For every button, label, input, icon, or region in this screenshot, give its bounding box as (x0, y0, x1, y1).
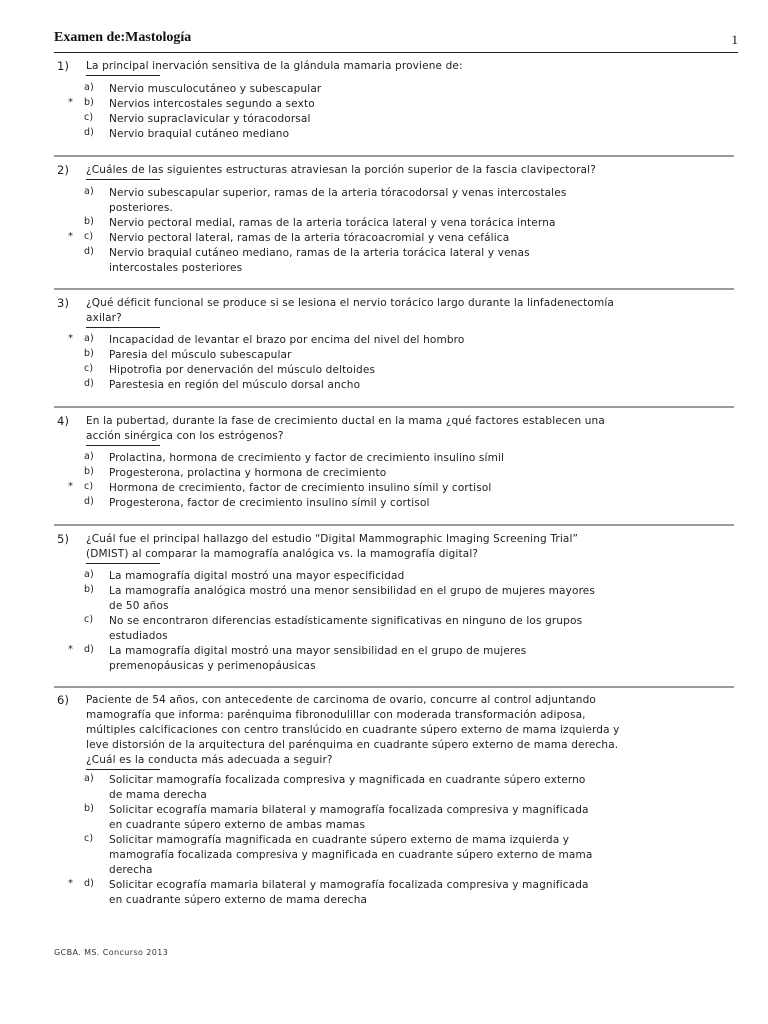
question-underline (86, 563, 160, 564)
option-letter: c) (84, 363, 94, 374)
question-text-line: Paciente de 54 años, con antecedente de carcinoma de ovario, concurre al control adjuntando (86, 694, 597, 706)
option-text-line: Solicitar ecografía mamaria bilateral y mamografía focalizada compresiva y magnificada (109, 879, 589, 891)
question-text-line: ¿Cuál fue el principal hallazgo del estudio “Digital Mammographic Imaging Screening Trial” (86, 533, 579, 545)
question-text-line: múltiples calcificaciones con centro translúcido en cuadrante súpero externo de mama izquierda y (86, 724, 620, 736)
question-underline (86, 75, 160, 76)
question-text-line: axilar? (86, 312, 122, 324)
question-text-line: En la pubertad, durante la fase de crecimiento ductal en la mama ¿qué factores establecen una (86, 415, 605, 427)
option-letter: c) (84, 481, 94, 492)
option-text-line: Solicitar ecografía mamaria bilateral y mamografía focalizada compresiva y magnificada (109, 804, 589, 816)
question-6 (54, 693, 734, 906)
question-number: 6) (57, 693, 70, 707)
option-text-line: Hormona de crecimiento, factor de crecimiento insulino símil y cortisol (109, 482, 492, 494)
option-text-line: Prolactina, hormona de crecimiento y factor de crecimiento insulino símil (109, 452, 505, 464)
question-text-line: acción sinérgica con los estrógenos? (86, 430, 284, 442)
option-text-line: posteriores. (109, 202, 173, 214)
option-text-line: Solicitar mamografía focalizada compresiva y magnificada en cuadrante súpero externo (109, 774, 586, 786)
option-letter: d) (84, 246, 95, 257)
option-text-line: derecha (109, 864, 153, 876)
option-letter: d) (84, 878, 95, 889)
option-letter: c) (84, 112, 94, 123)
question-underline (86, 445, 160, 446)
option-text-line: Nervio braquial cutáneo mediano, ramas de la arteria torácica lateral y venas (109, 247, 530, 259)
option-text-line: Nervio braquial cutáneo mediano (109, 128, 290, 140)
question-4 (54, 414, 734, 509)
option-letter: d) (84, 127, 95, 138)
page-number: 1 (731, 32, 738, 47)
page-header (54, 30, 738, 53)
question-number: 1) (57, 59, 70, 73)
question-underline (86, 769, 160, 770)
question-text-line: ¿Cuáles de las siguientes estructuras atraviesan la porción superior de la fascia clavipectoral? (86, 164, 596, 176)
correct-answer-mark: * (68, 97, 74, 108)
option-letter: d) (84, 644, 95, 655)
question-5 (54, 532, 734, 672)
option-text-line: Solicitar mamografía magnificada en cuadrante súpero externo de mama izquierda y (109, 834, 570, 846)
question-separator (54, 686, 734, 688)
option-text-line: Nervio subescapular superior, ramas de la arteria tóracodorsal y venas intercostales (109, 187, 567, 199)
question-underline (86, 179, 160, 180)
question-1 (54, 59, 734, 140)
question-text-line: leve distorsión de la arquitectura del parénquima en cuadrante súpero externo de mama derecha. (86, 739, 619, 751)
question-text-line: La principal inervación sensitiva de la glándula mamaria proviene de: (86, 60, 463, 72)
option-letter: a) (84, 451, 94, 462)
question-text-line: ¿Cuál es la conducta más adecuada a seguir? (86, 754, 333, 766)
option-text-line: Paresia del músculo subescapular (109, 349, 292, 361)
option-text-line: en cuadrante súpero externo de ambas mamas (109, 819, 366, 831)
footer-text: GCBA. MS. Concurso 2013 (54, 948, 169, 957)
option-letter: b) (84, 216, 95, 227)
question-separator (54, 155, 734, 157)
correct-answer-mark: * (68, 481, 74, 492)
option-letter: a) (84, 333, 94, 344)
option-text-line: No se encontraron diferencias estadísticamente significativas en ninguno de los grupos (109, 615, 583, 627)
option-letter: b) (84, 466, 95, 477)
option-letter: d) (84, 378, 95, 389)
question-separator (54, 406, 734, 408)
option-text-line: Incapacidad de levantar el brazo por encima del nivel del hombro (109, 334, 465, 346)
question-text-line: (DMIST) al comparar la mamografía analógica vs. la mamografía digital? (86, 548, 479, 560)
exam-title: Examen de:Mastología (54, 30, 192, 45)
option-text-line: Hipotrofia por denervación del músculo deltoides (109, 364, 376, 376)
option-text-line: Nervios intercostales segundo a sexto (109, 98, 315, 110)
option-text-line: La mamografía digital mostró una mayor sensibilidad en el grupo de mujeres (109, 645, 527, 657)
question-separator (54, 288, 734, 290)
option-letter: a) (84, 82, 94, 93)
option-text-line: premenopáusicas y perimenopáusicas (109, 660, 316, 672)
question-text-line: ¿Qué déficit funcional se produce si se lesiona el nervio torácico largo durante la linfadenectomía (86, 297, 614, 309)
option-text-line: mamografía focalizada compresiva y magnificada en cuadrante súpero externo de mama (109, 849, 593, 861)
option-text-line: La mamografía digital mostró una mayor especificidad (109, 570, 405, 582)
option-text-line: intercostales posteriores (109, 262, 243, 274)
option-text-line: Progesterona, factor de crecimiento insulino símil y cortisol (109, 497, 430, 509)
option-letter: a) (84, 569, 94, 580)
option-letter: b) (84, 584, 95, 595)
option-letter: a) (84, 186, 94, 197)
option-text-line: en cuadrante súpero externo de mama derecha (109, 894, 368, 906)
option-text-line: La mamografía analógica mostró una menor sensibilidad en el grupo de mujeres mayores (109, 585, 596, 597)
question-3 (54, 296, 734, 391)
question-2 (54, 163, 734, 274)
option-letter: c) (84, 231, 94, 242)
question-number: 2) (57, 163, 70, 177)
correct-answer-mark: * (68, 333, 74, 344)
correct-answer-mark: * (68, 878, 74, 889)
question-number: 5) (57, 532, 70, 546)
option-text-line: de 50 años (109, 600, 169, 612)
option-text-line: Nervio supraclavicular y tóracodorsal (109, 113, 311, 125)
option-letter: b) (84, 348, 95, 359)
option-text-line: de mama derecha (109, 789, 207, 801)
correct-answer-mark: * (68, 644, 74, 655)
option-letter: b) (84, 803, 95, 814)
option-text-line: estudiados (109, 630, 168, 642)
option-text-line: Nervio pectoral lateral, ramas de la arteria tóracoacromial y vena cefálica (109, 232, 510, 244)
question-text-line: mamografía que informa: parénquima fibronodulillar con moderada transformación adiposa, (86, 709, 586, 721)
option-letter: b) (84, 97, 95, 108)
question-number: 3) (57, 296, 70, 310)
option-letter: c) (84, 614, 94, 625)
option-letter: d) (84, 496, 95, 507)
question-separator (54, 524, 734, 526)
question-number: 4) (57, 414, 70, 428)
option-text-line: Parestesia en región del músculo dorsal ancho (109, 379, 361, 391)
option-text-line: Nervio pectoral medial, ramas de la arteria torácica lateral y vena torácica interna (109, 217, 556, 229)
option-letter: a) (84, 773, 94, 784)
option-text-line: Nervio musculocutáneo y subescapular (109, 83, 322, 95)
correct-answer-mark: * (68, 231, 74, 242)
option-text-line: Progesterona, prolactina y hormona de crecimiento (109, 467, 387, 479)
option-letter: c) (84, 833, 94, 844)
question-underline (86, 327, 160, 328)
